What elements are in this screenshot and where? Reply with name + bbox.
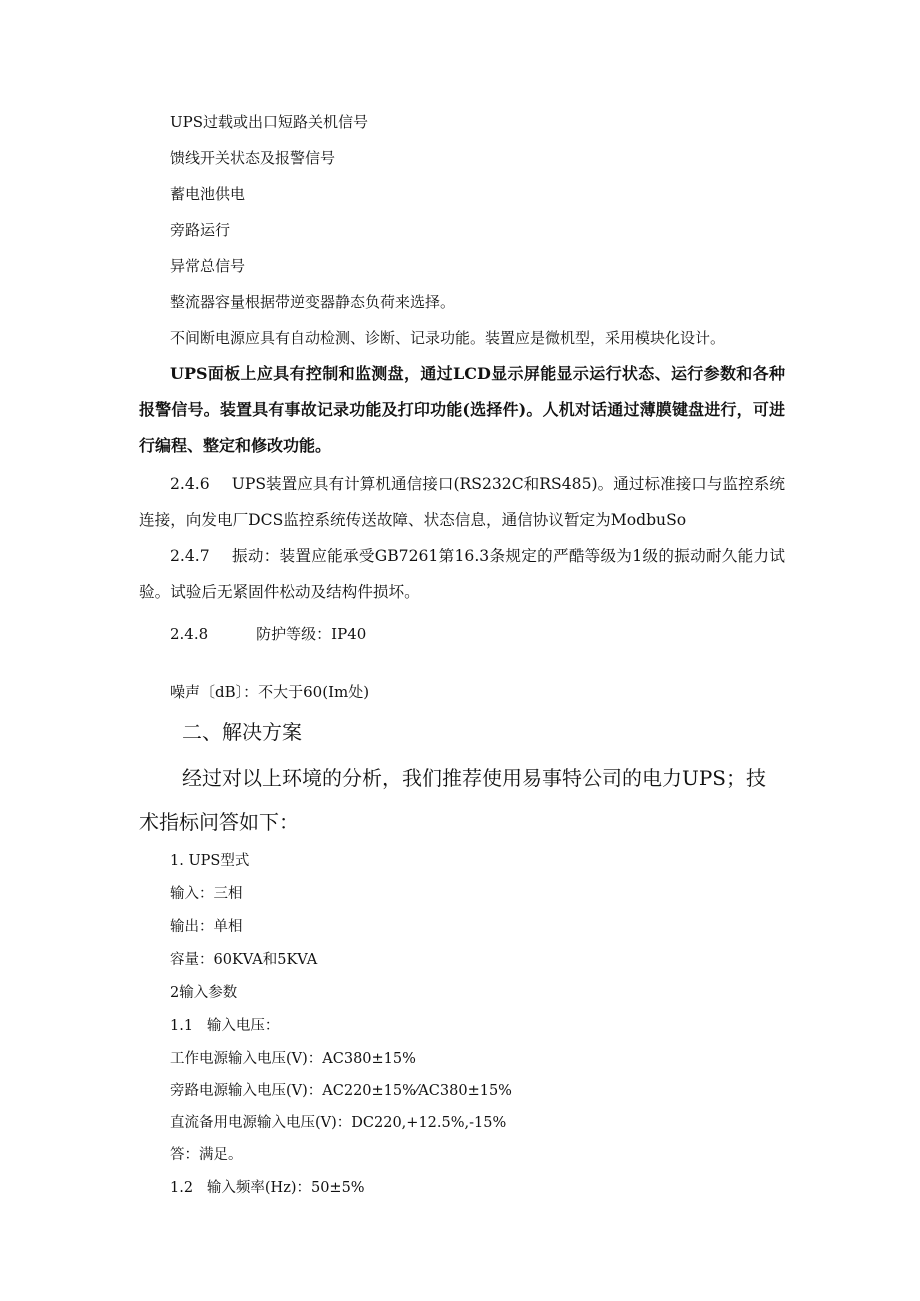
intro-paragraph: 经过对以上环境的分析，我们推荐使用易事特公司的电力UPS；技术指标问答如下：	[139, 766, 767, 834]
text-line: 异常总信号	[170, 257, 246, 275]
spec-line: 输入：三相	[170, 886, 243, 902]
clause-text: 防护等级：IP40	[256, 625, 367, 643]
clause-number: 2.4.7	[170, 547, 210, 565]
spec-line: 旁路电源输入电压(V)：AC220±15%⁄AC380±15%	[170, 1083, 512, 1099]
spec-line: 1.2 输入频率(Hz)：50±5%	[170, 1180, 365, 1196]
clause-text: UPS装置应具有计算机通信接口(RS232C和RS485)。通过标准接口与监控系统连接，向发电厂DCS监控系统传送故障、状态信息，通信协议暂定为ModbuSo	[139, 475, 785, 529]
spec-line: 1.1 输入电压：	[170, 1018, 280, 1034]
noise-line: 噪声〔dB〕：不大于60(Im处)	[170, 683, 370, 701]
bold-paragraph: UPS面板上应具有控制和监测盘，通过LCD显示屏能显示运行状态、运行参数和各种报警信号。装置具有事故记录功能及打印功能(选择件)。人机对话通过薄膜键盘进行，可进行编程、整定和修改功能。	[139, 364, 785, 455]
spec-line: 工作电源输入电压(V)：AC380±15%	[170, 1051, 416, 1067]
spec-line: 1. UPS型式	[170, 853, 250, 869]
spec-line: 输出：单相	[170, 919, 243, 935]
spec-line: 直流备用电源输入电压(V)：DC220,+12.5%,-15%	[170, 1115, 507, 1131]
clause-2-4-8	[170, 624, 366, 644]
clause-number: 2.4.6	[170, 475, 210, 493]
clause-2-4-6	[139, 466, 785, 538]
text-line: 不间断电源应具有自动检测、诊断、记录功能。装置应是微机型，采用模块化设计。	[170, 329, 726, 347]
spec-line: 容量：60KVA和5KVA	[170, 952, 318, 968]
text-line: UPS过载或出口短路关机信号	[170, 113, 369, 131]
clause-text: 振动：装置应能承受GB7261第16.3条规定的严酷等级为1级的振动耐久能力试验。试验后无紧固件松动及结构件损坏。	[139, 547, 785, 601]
clause-number: 2.4.8	[170, 625, 209, 643]
spec-line: 2输入参数	[170, 985, 238, 1001]
text-line: 馈线开关状态及报警信号	[170, 149, 336, 167]
text-line: 整流器容量根据带逆变器静态负荷来选择。	[170, 293, 456, 311]
clause-2-4-7	[139, 538, 785, 610]
text-line: 旁路运行	[170, 221, 231, 239]
text-line: 蓄电池供电	[170, 185, 246, 203]
spec-line: 答：满足。	[170, 1147, 243, 1163]
section-heading: 二、解决方案	[182, 720, 302, 744]
